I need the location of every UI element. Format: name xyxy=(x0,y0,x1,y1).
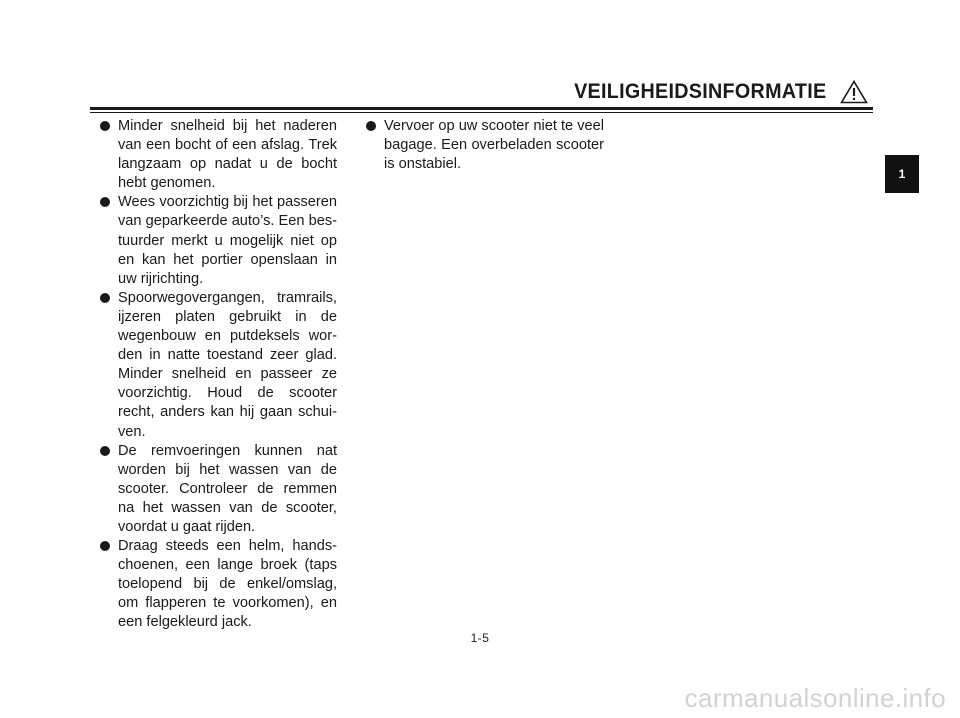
warning-triangle-icon xyxy=(840,80,868,104)
bullet-icon xyxy=(100,541,110,551)
list-item xyxy=(100,442,337,537)
bullet-icon xyxy=(100,293,110,303)
list-item-text: Draag steeds een helm, hands- choenen, een lange broek (taps toelopend bij de enkel/omslag, om flapperen te voorkomen), en een felgekleurd jack. xyxy=(118,538,337,631)
list-item-text: Wees voorzichtig bij het passeren van geparkeerde auto’s. Een bes- tuurder merkt u mogelijk niet op en kan het portier openslaan in uw rijrichting. xyxy=(118,194,337,287)
list-item-text: Spoorwegovergangen, tramrails, ijzeren platen gebruikt in de wegenbouw en putdeksels wor- den in natte toestand zeer glad. Minder snelheid en passeer ze voorzichtig. Houd de scooter recht, anders kan hij gaan schui- ven. xyxy=(118,289,337,440)
bullet-icon xyxy=(100,121,110,131)
list-item xyxy=(100,193,337,288)
bullet-icon xyxy=(366,121,376,131)
chapter-tab: 1 xyxy=(885,155,919,193)
page-number: 1-5 xyxy=(470,631,490,645)
header-rule-thin xyxy=(90,112,873,113)
header-rule-thick xyxy=(90,107,873,110)
list-item-text: De remvoeringen kunnen nat worden bij het wassen van de scooter. Controleer de remmen na het wassen van de scooter, voordat u gaat rijden. xyxy=(118,442,337,535)
list-item xyxy=(100,289,337,442)
list-item-text: Minder snelheid bij het naderen van een bocht of een afslag. Trek langzaam op nadat u de bocht hebt genomen. xyxy=(118,118,337,192)
list-item xyxy=(100,117,337,193)
bullet-icon xyxy=(100,197,110,207)
bullet-icon xyxy=(100,446,110,456)
watermark: carmanualsonline.info xyxy=(684,683,946,713)
left-column xyxy=(100,117,337,633)
list-item xyxy=(366,117,604,174)
list-item-text: Vervoer op uw scooter niet te veel bagage. Een overbeladen scooter is onstabiel. xyxy=(384,118,604,173)
right-column xyxy=(366,117,604,174)
section-title: VEILIGHEIDSINFORMATIE xyxy=(573,80,826,103)
list-item xyxy=(100,537,337,632)
